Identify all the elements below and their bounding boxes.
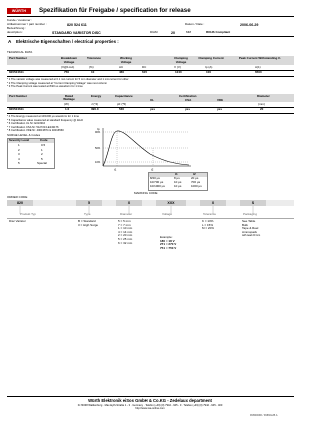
energy-header-row	[7, 95, 294, 103]
tech-h-breakdown: Breakdown Voltage	[60, 56, 78, 64]
energy-sh-ul: UL	[150, 97, 154, 102]
order-code-part-diameter: X	[116, 200, 142, 206]
list-item: 1 = 10 mm	[118, 226, 133, 231]
table-row: 8/20 μs	[150, 176, 160, 180]
page-title: Spezifikation für Freigabe / specification for release	[39, 7, 191, 14]
energy-h-energy: Energy	[91, 93, 102, 98]
table-row: 2	[18, 147, 20, 152]
legend-h-packaging: Packaging	[243, 212, 258, 216]
table-row: 10/700 μs	[150, 180, 164, 184]
table-row: 700 μs	[191, 180, 201, 184]
table-row: 1	[41, 147, 43, 152]
energy-note-5: * 5 Capacitance value measured at standard frequency @ 1kHz	[7, 118, 83, 122]
part-number-value: 820 524 611	[67, 22, 87, 27]
energy-note-6: * 6 Certification UL Nr: E313310	[7, 122, 46, 125]
table-row: 1000 μs	[191, 184, 202, 188]
tech-h-partnum: Part Number	[9, 56, 28, 60]
section-a-title: Elektrische Eigenschaften / electrical properties :	[16, 39, 119, 44]
energy-v-diameter: 20	[260, 107, 264, 111]
customer-label: Kunde / customer :	[7, 18, 33, 22]
energy-v-csa: yes	[185, 107, 191, 111]
list-item: 6 = 32 mm	[118, 240, 133, 245]
footer-doc-number: PA860RZR / PA860L2B.A	[250, 414, 278, 417]
energy-h-capacitance: Capacitance	[115, 93, 133, 98]
list-item: 180 = 18 V	[160, 238, 175, 243]
list-item: 4 = 14 mm	[118, 229, 133, 234]
legend-product-disc: Disc Varistor	[9, 219, 26, 223]
energy-note-4: * 4 The Energy measured at 10/1000 μs waveform for 1 time	[7, 115, 80, 118]
description-value: STANDARD VARISTOR DISC	[52, 30, 101, 35]
diameter-value: 20	[171, 30, 175, 35]
table-row: Special	[37, 161, 47, 165]
energy-u-energy: J (*4)	[91, 101, 99, 106]
rohs-label: ROHS Compliant	[206, 30, 231, 34]
part-number-label: Artikelnummer / part number :	[7, 22, 47, 26]
tech-u-peak: A(1)	[255, 64, 261, 69]
tech-v-clamp-v: 1240	[175, 70, 182, 74]
list-item: M = 20%	[202, 226, 214, 231]
surge-h-code: Code	[40, 138, 48, 143]
legend-h-tolerance: Tolerance	[203, 212, 217, 216]
tech-h-peak-current: Peak Current Withstanding C.	[238, 56, 282, 60]
order-code-part-packaging: S	[240, 200, 266, 206]
energy-note-7: * 7 Certification CSA Nr: 5127213-E243176	[7, 125, 59, 129]
tech-h-clamping-current: Clamping Current	[198, 56, 224, 60]
table-row: 20 μs	[191, 176, 199, 180]
list-item: 3 = High Surge	[78, 222, 99, 227]
table-row: 2	[41, 152, 43, 156]
tech-v-partnum: 820524611	[9, 70, 24, 74]
tech-note-1: * 1 The varistor voltage was measured at 0.1 mA current for 5 mm diameter and 1 mA current for other	[7, 78, 129, 81]
surge-h-level: Severity Level	[9, 138, 30, 143]
energy-u-capacitance: pF (*5)	[117, 101, 127, 106]
table-row: 8 μs	[174, 176, 180, 180]
footer-website-link[interactable]: http://www.we-online.com	[135, 407, 165, 410]
tech-v-peak: 6500	[255, 70, 262, 74]
description-label-en: description :	[7, 30, 24, 34]
footer-company: Würth Elektronik eiSos GmbH & Co.KG - Zedelaux department	[88, 398, 212, 403]
marking-code-label: MARKING CODE	[134, 191, 158, 195]
waveform-th-t2: t2	[193, 172, 196, 176]
waveform-peak-label: Ip	[97, 127, 100, 131]
waveform-th-t1: t1	[175, 172, 178, 176]
list-item: 7 = 7 mm	[118, 222, 131, 227]
tech-bottom-rule	[7, 76, 294, 77]
energy-v-vde: yes	[217, 107, 223, 111]
surge-label: SURGE LEVEL & Codes	[7, 133, 41, 137]
order-code-part-voltage: XXX	[156, 200, 186, 206]
tech-v-dc: 615	[142, 70, 148, 74]
info-rule	[7, 36, 294, 37]
table-row: 10 μs	[174, 180, 182, 184]
legend-diameter-list	[118, 220, 132, 245]
legend-type-list	[78, 220, 98, 227]
tech-v-tolerance: 10	[91, 70, 95, 74]
energy-h-certification: Certification	[179, 93, 197, 98]
diameter-unit: MM	[186, 30, 191, 34]
energy-units-row	[7, 103, 294, 107]
date-label: Datum / Date :	[185, 22, 205, 26]
waveform-10-label: 10%	[95, 161, 101, 164]
table-row	[7, 108, 294, 112]
list-item: Bulk	[242, 222, 248, 227]
table-row: 10 μs	[174, 184, 182, 188]
energy-v-capacitance: 530	[119, 107, 125, 111]
energy-u-diameter: (mm)	[258, 101, 265, 106]
footer-address: D-74638 Waldenburg · Max-Eyth-Straße 1 - 3 · Germany · Telefon (+49) (0) 7942 - 945 - 0 · Telefax (+49) (0) 7942 - 945 - 400	[77, 403, 223, 407]
waveform-table	[148, 172, 208, 191]
tech-note-3: * 3 The Peak Current was tested at 8/20 us waveform for 1 time	[7, 85, 83, 88]
list-item: 5 = 25 mm	[118, 236, 133, 241]
energy-v-wattage: 1.0	[65, 107, 70, 111]
order-code-part-type: 5	[76, 200, 102, 206]
header-bar	[7, 7, 294, 15]
tech-h-tolerance: Tolerance	[87, 56, 101, 60]
energy-h-wattage: Rated Wattage	[63, 93, 75, 102]
tech-u-clamp-i: Ip (A)	[205, 64, 213, 69]
table-row: 3	[18, 152, 20, 156]
surge-table	[7, 138, 55, 169]
legend-voltage-list	[160, 236, 176, 250]
waveform-t1-label: t1	[114, 167, 117, 172]
section-a-letter: A	[8, 39, 12, 44]
energy-v-ul: yes	[150, 107, 156, 111]
legend-h-product: Produkt Typ	[20, 212, 36, 216]
list-item: with lead 20 mm	[242, 234, 261, 238]
list-item: 271 = 270 V	[160, 242, 177, 247]
energy-v-partnum: 820524611	[9, 107, 24, 111]
legend-h-voltage: Voltage	[162, 212, 173, 216]
list-item: Example:	[160, 235, 173, 239]
tech-h-working: Working Voltage	[120, 56, 132, 64]
list-item: L = 15%	[202, 222, 213, 227]
energy-note-8: * 8 Certification VDE Nr: 40013874 & 40016560	[7, 129, 64, 132]
legend-tolerance-list	[202, 220, 214, 231]
tech-v-ac: 460	[119, 70, 125, 74]
diameter-label: DIAM	[150, 30, 158, 34]
tech-u-clamp-v: V (V)	[174, 64, 181, 69]
list-item: See Table	[242, 219, 256, 223]
list-item: Tape & Reel	[242, 226, 259, 231]
table-row: 10/1000 μs	[150, 184, 165, 188]
table-row: 5	[41, 156, 43, 161]
energy-u-wattage: (W)	[64, 101, 69, 106]
footer-rule	[7, 396, 294, 397]
waveform-curve	[103, 131, 189, 166]
company-logo: WÜRTH	[7, 8, 31, 14]
table-row: 4	[18, 156, 20, 161]
energy-sh-vde: VDE	[217, 97, 224, 102]
tech-u-dc: DC	[142, 64, 147, 69]
table-row: 0.5	[41, 143, 46, 147]
table-row: 5	[18, 161, 20, 165]
tech-u-breakdown: (V@1mA)	[61, 64, 75, 69]
energy-v-energy: 390.0	[91, 107, 99, 111]
tech-data-label: TECHNICAL DATA	[7, 50, 33, 54]
waveform-50-label: 50%	[95, 147, 101, 150]
date-value: 2006-06-29	[240, 22, 259, 27]
energy-bottom-rule	[7, 113, 294, 114]
list-item: 2 = 20 mm	[118, 233, 133, 238]
legend-h-type: Type	[84, 212, 91, 216]
energy-h-diameter: Diameter	[257, 93, 270, 98]
waveform-90-label: 90%	[95, 131, 101, 134]
tech-u-tolerance: (%)	[89, 64, 94, 69]
energy-sh-csa: CSA	[185, 97, 192, 102]
list-item: K = 10%	[202, 219, 214, 223]
order-code-part-tolerance: X	[200, 200, 226, 206]
header-rule	[7, 16, 294, 17]
list-item: Ammopack	[242, 229, 258, 234]
order-code-label: ORDER CODE	[7, 195, 28, 199]
list-item: B = Standard	[78, 219, 96, 223]
table-row: 1	[18, 143, 20, 147]
tech-v-clamp-i: 100	[206, 70, 212, 74]
tech-v-breakdown: 750	[64, 70, 70, 74]
description-label-de: Bezeichnung :	[7, 26, 27, 30]
tech-u-ac: AC	[119, 64, 124, 69]
waveform-t2-label: t2	[151, 167, 154, 172]
order-code-part-product: 820	[7, 200, 33, 206]
tech-h-clamping-voltage: Clamping Voltage	[174, 56, 188, 64]
surge-waveform-diagram	[95, 124, 195, 174]
list-item: 751 = 750 V	[160, 245, 177, 250]
table-row	[7, 71, 294, 75]
legend-packaging-list	[242, 220, 260, 238]
tech-units-row	[7, 66, 294, 70]
tech-note-2: * 2 The Clamping voltage measured at "Current Clamping Voltage" was next column	[7, 81, 108, 85]
list-item: 5 = 5 mm	[118, 219, 131, 223]
legend-h-diameter: Diameter	[120, 212, 133, 216]
energy-h-partnum: Part Number	[9, 93, 28, 98]
